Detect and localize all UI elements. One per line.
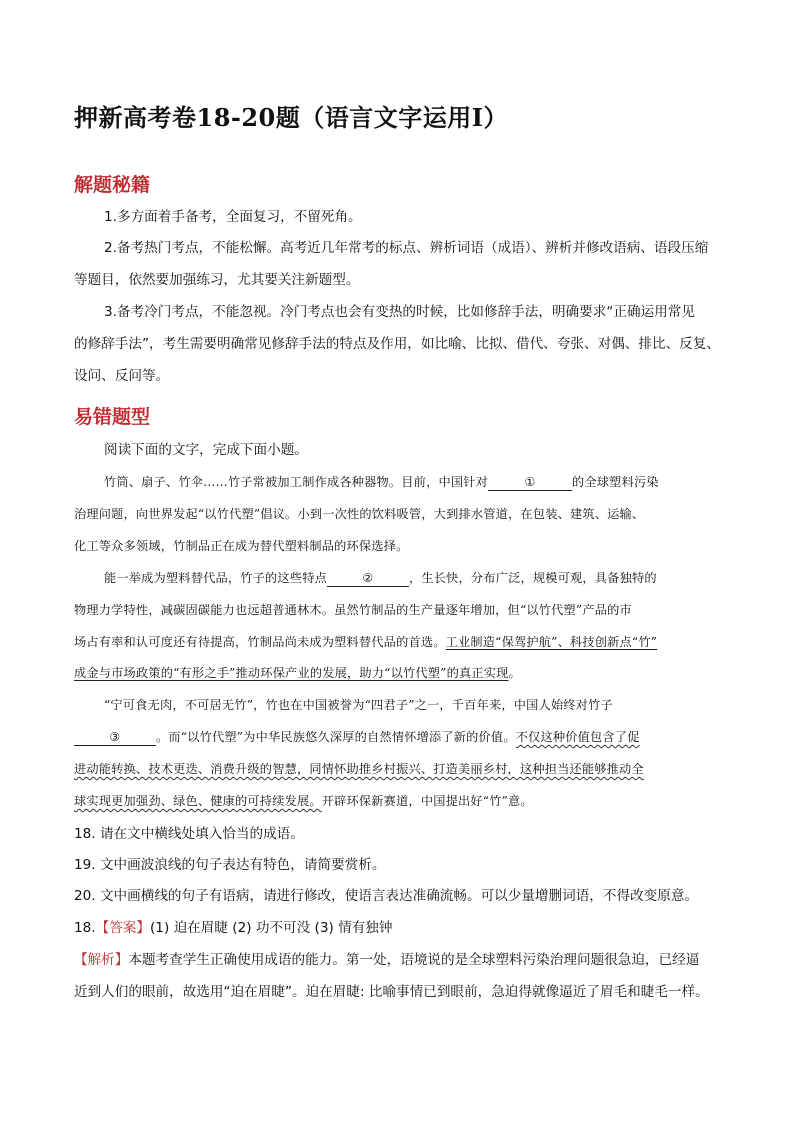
- question-20: 20. 文中画横线的句子有语病，请进行修改，使语言表达准确流畅。可以少量增删词语，不得改变原意。: [74, 888, 699, 904]
- article-text: ，生长快，分布广泛，规模可观，具备独特的: [408, 571, 657, 585]
- article-text: 能一举成为塑料替代品，竹子的这些特点: [104, 571, 327, 585]
- question-19: 19. 文中画波浪线的句子表达有特色，请简要赏析。: [74, 857, 386, 873]
- analysis-text: 本题考查学生正确使用成语的能力。第一处，语境说的是全球塑料污染治理问题很急迫，已经逼: [128, 952, 700, 968]
- answer-tag: 【答案】: [95, 920, 150, 936]
- article-p3-line-2: [74, 727, 734, 747]
- blank-2: ②: [327, 570, 409, 587]
- wavy-underlined-sentence: 进动能转换、技术更迭、消费升级的智慧，同情怀助推乡村振兴、打造美丽乡村，这种担当还能够推动全: [74, 762, 644, 776]
- article-text: 竹筒、扇子、竹伞……竹子常被加工制作成各种器物。目前，中国针对: [104, 475, 489, 489]
- tip-2-line-2: 等题目，依然要加强练习，尤其要关注新题型。: [74, 272, 360, 288]
- article-p2-line-3: [74, 632, 734, 652]
- wavy-underlined-sentence: 不仅这种价值包含了促: [515, 730, 640, 744]
- underlined-sentence: 成金与市场政策的“有形之手”推动环保产业的发展，助力“以竹代塑”的真正实现: [74, 666, 509, 680]
- article-p3-line-4: [74, 791, 734, 811]
- blank-3: ③: [74, 729, 156, 746]
- answer-18: [74, 918, 726, 938]
- article-p2-line-4: [74, 663, 734, 683]
- blank-1: ①: [488, 474, 572, 491]
- section-heading-error-types: 易错题型: [74, 406, 151, 428]
- section-heading-tips: 解题秘籍: [74, 174, 151, 196]
- article-p1-line-3: 化工等众多领域，竹制品正在成为替代塑料制品的环保选择。: [74, 539, 409, 553]
- article-p3-line-1: “宁可食无肉，不可居无竹”，竹也在中国被誉为“四君子”之一，千百年来，中国人始终对竹子: [104, 698, 613, 712]
- article-text: 的全球塑料污染: [572, 475, 659, 489]
- answer-number: 18.: [74, 920, 96, 936]
- question-18: 18. 请在文中横线处填入恰当的成语。: [74, 826, 304, 842]
- analysis-line-2: 近到人们的眼前，故选用“迫在眉睫”。迫在眉睫: 比喻事情已到眼前，急迫得就像逼近了眉毛和睫毛一样。: [74, 984, 709, 1000]
- tip-2-line-1: 2.备考热门考点，不能松懈。高考近几年常考的标点、辨析词语（成语）、辨析并修改语病、语段压缩: [104, 240, 709, 256]
- answer-text: (1) 迫在眉睫 (2) 功不可没 (3) 情有独钟: [150, 920, 393, 936]
- article-text: 。而“以竹代塑”为中华民族悠久深厚的自然情怀增添了新的价值。: [156, 730, 516, 744]
- article-p2-line-2: 物理力学特性，减碳固碳能力也远超普通林木。虽然竹制品的生产量逐年增加，但“以竹代塑”产品的市: [74, 603, 632, 617]
- article-p1-line-1: [104, 472, 734, 492]
- analysis-line-1: [74, 950, 726, 970]
- article-text: 场占有率和认可度还有待提高，竹制品尚未成为塑料替代品的首选。: [74, 635, 446, 649]
- article-p3-line-3: [74, 759, 734, 779]
- article-text: 。: [508, 666, 521, 680]
- article-p1-line-2: 治理问题，向世界发起“以竹代塑”倡议。小到一次性的饮料吸管，大到排水管道，在包装、建筑、运输、: [74, 507, 645, 521]
- reading-instruction: 阅读下面的文字，完成下面小题。: [104, 442, 308, 458]
- tip-3-line-1: 3.备考冷门考点，不能忽视。冷门考点也会有变热的时候，比如修辞手法，明确要求“正确运用常见: [104, 304, 695, 320]
- tip-3-line-2: 的修辞手法”，考生需要明确常见修辞手法的特点及作用，如比喻、比拟、借代、夸张、对偶、排比、反复、: [74, 336, 720, 352]
- underlined-sentence: 工业制造“保驾护航”、科技创新点“竹”: [445, 635, 658, 649]
- article-text: 开辟环保新赛道，中国提出好“竹”意。: [321, 794, 533, 808]
- wavy-underlined-sentence: 球实现更加强劲、绿色、健康的可持续发展。: [74, 794, 322, 808]
- page-title: 押新高考卷18-20题（语言文字运用Ⅰ）: [74, 103, 508, 132]
- analysis-tag: 【解析】: [74, 952, 129, 968]
- tip-3-line-3: 设问、反问等。: [74, 368, 170, 384]
- article-p2-line-1: [104, 568, 734, 588]
- tip-1: 1.多方面着手备考，全面复习，不留死角。: [104, 209, 362, 225]
